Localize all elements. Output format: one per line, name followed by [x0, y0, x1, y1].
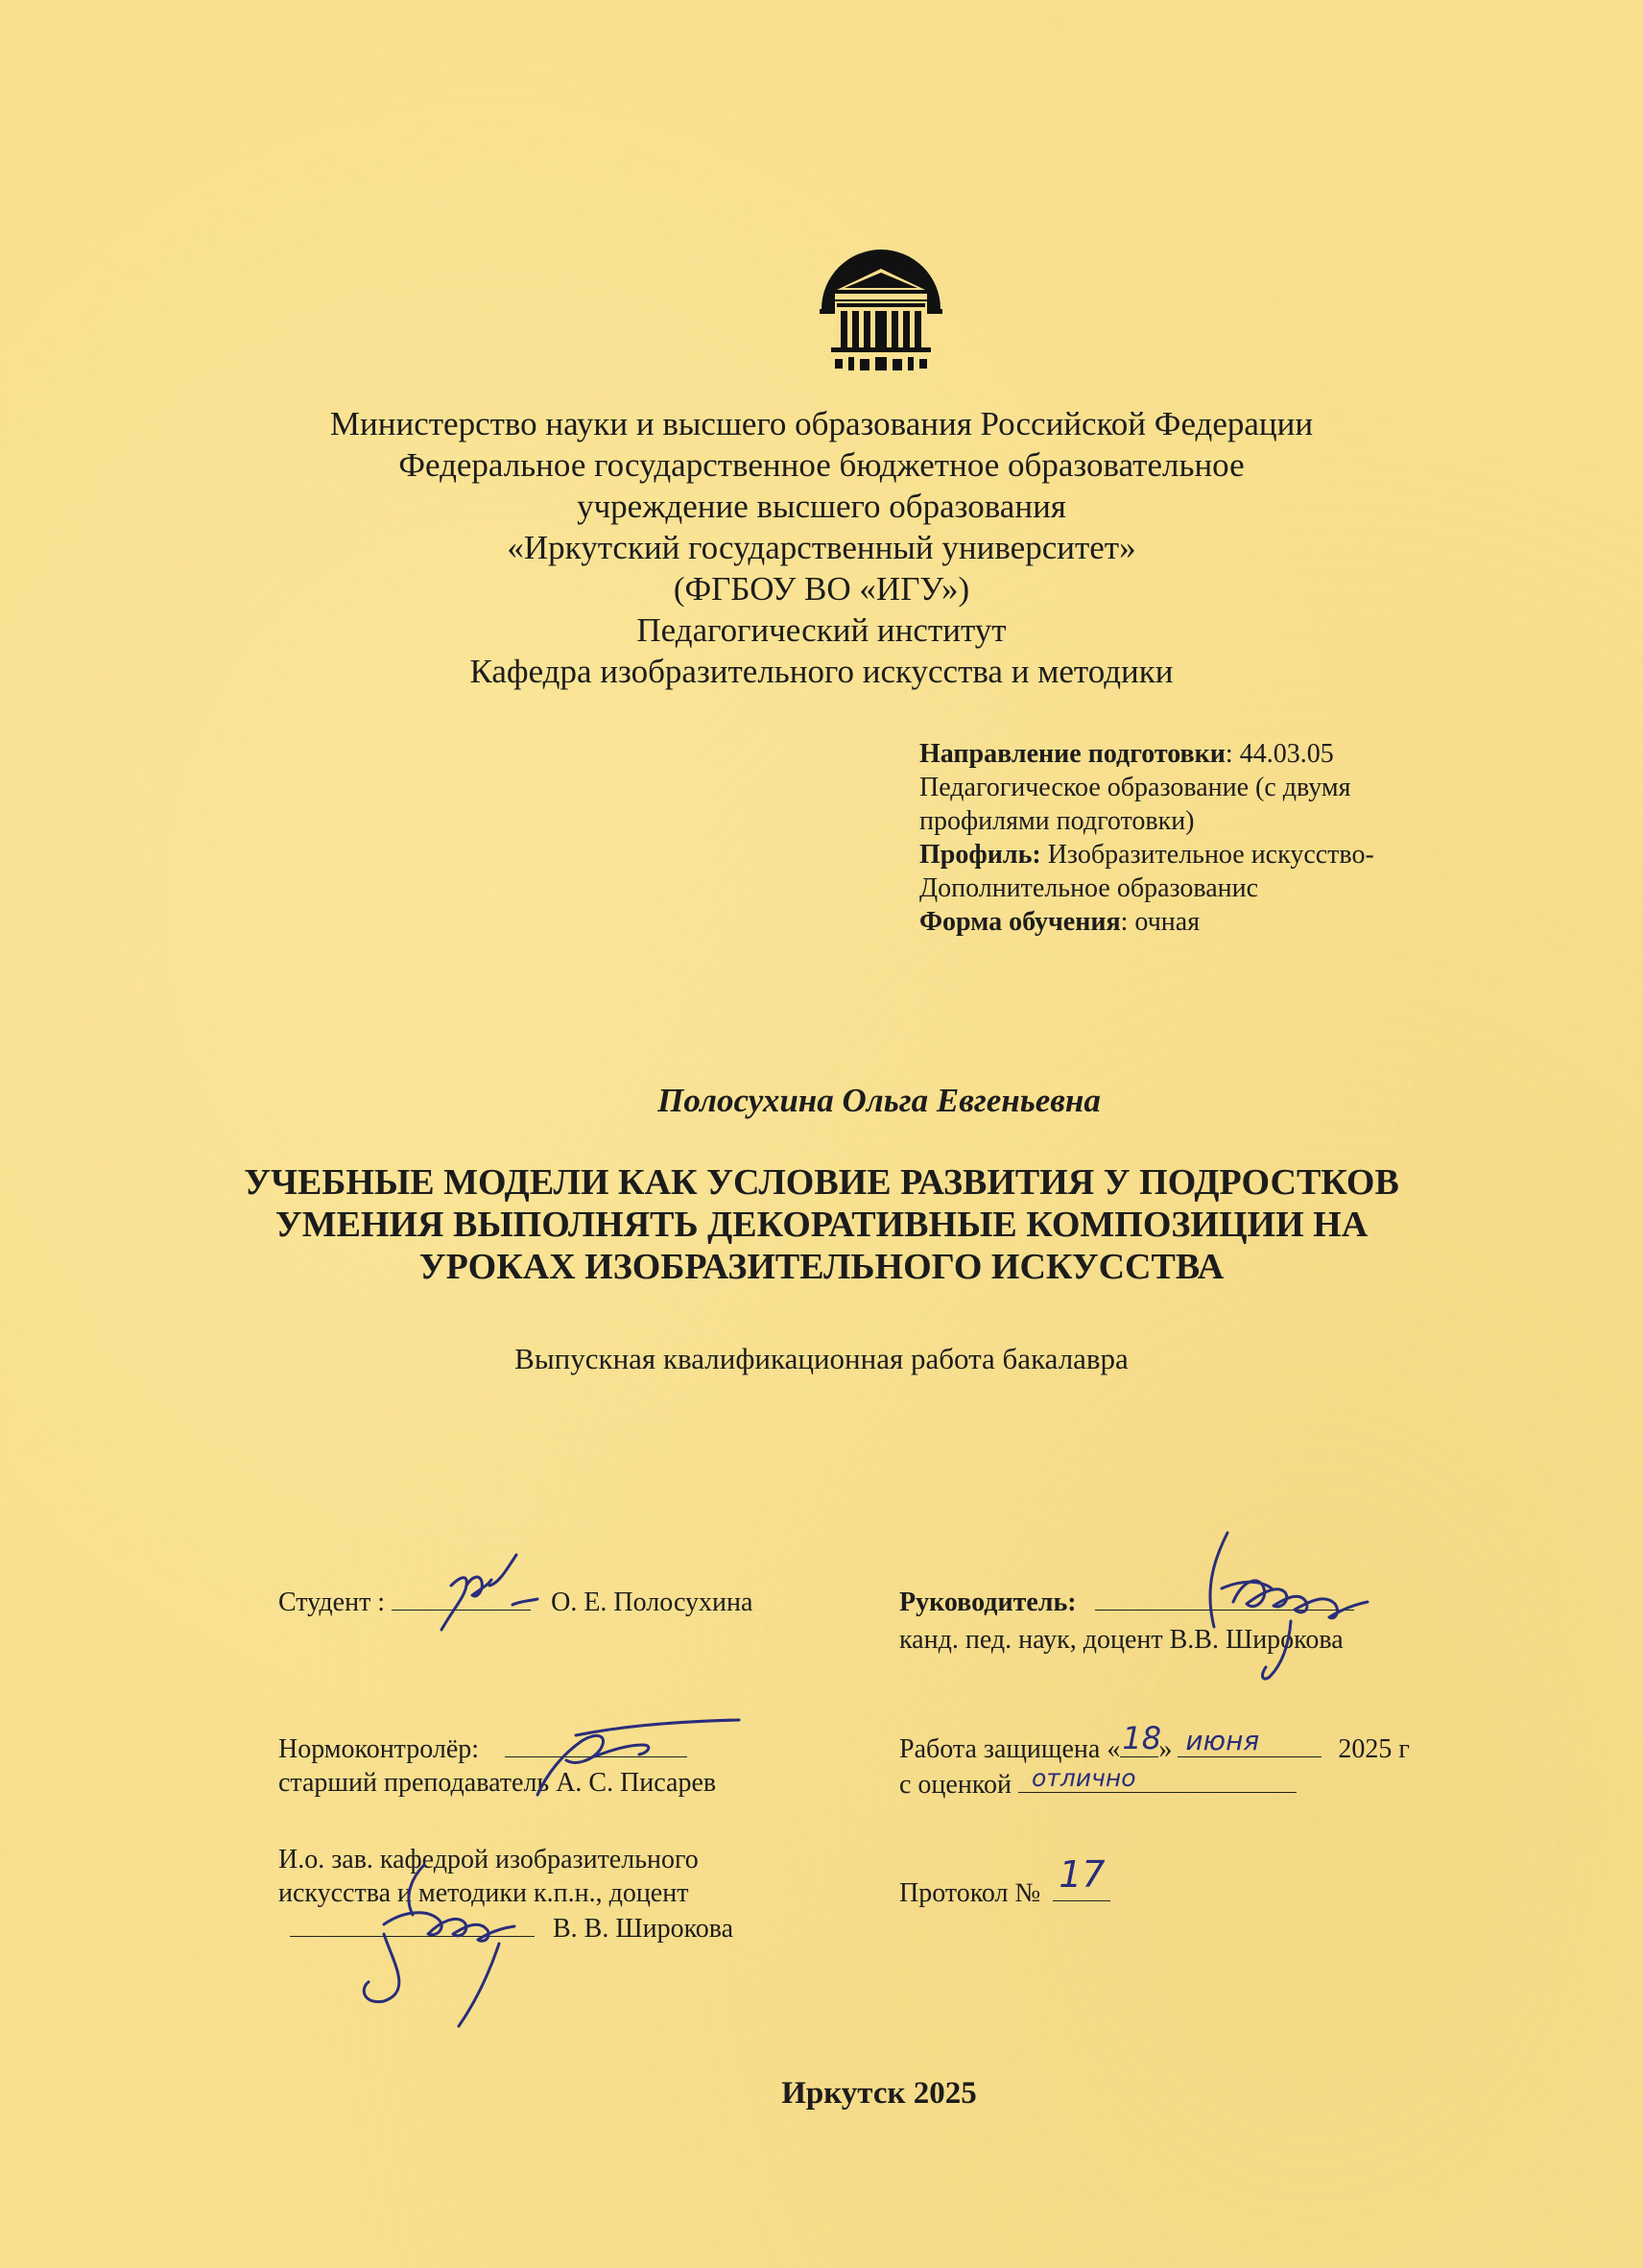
- profile-line-2: Дополнительное образованис: [919, 873, 1259, 903]
- defended-day: 18: [1122, 1720, 1162, 1756]
- grade-line: [1018, 1764, 1297, 1793]
- title-line-1: УЧЕБНЫЕ МОДЕЛИ КАК УСЛОВИЕ РАЗВИТИЯ У ПОДРОСТКОВ: [244, 1162, 1399, 1203]
- student-name: О. Е. Полосухина: [551, 1588, 753, 1617]
- work-type: Выпускная квалификационная работа бакалавра: [514, 1342, 1129, 1375]
- head-title-2: искусства и методики к.п.н., доцент: [278, 1878, 689, 1908]
- direction-value: : 44.03.05: [1225, 739, 1334, 769]
- normcontrol-title: старший преподаватель А. С. Писарев: [278, 1768, 717, 1798]
- direction-line-3: профилями подготовки): [919, 806, 1195, 836]
- defended-year: 2025 г: [1338, 1734, 1410, 1764]
- protocol-label: Протокол №: [899, 1878, 1041, 1908]
- protocol-number: 17: [1059, 1853, 1106, 1896]
- defense-block: [899, 1720, 1410, 1802]
- normcontrol-label: Нормоконтролёр:: [278, 1734, 480, 1764]
- direction-line-2: Педагогическое образование (с двумя: [919, 773, 1351, 802]
- normcontrol-signature: [509, 1707, 749, 1802]
- supervisor-label: Руководитель:: [899, 1588, 1077, 1617]
- study-info: [919, 737, 1610, 939]
- university-logo: [816, 240, 946, 372]
- ministry-line: Министерство науки и высшего образования Российской Федерации: [329, 405, 1314, 442]
- head-signature: [345, 1857, 537, 2030]
- grade-label: с оценкой: [899, 1770, 1012, 1800]
- title-line-2: УМЕНИЯ ВЫПОЛНЯТЬ ДЕКОРАТИВНЫЕ КОМПОЗИЦИИ НА: [274, 1205, 1369, 1245]
- head-name: В. В. Широкова: [553, 1914, 734, 1944]
- grade-value: отлично: [1032, 1764, 1136, 1792]
- month-line: [1178, 1725, 1322, 1757]
- university-name: «Иркутский государственный университет»: [507, 529, 1136, 566]
- defended-month: июня: [1185, 1725, 1260, 1756]
- institution-header: [0, 403, 1643, 692]
- defended-mid: »: [1158, 1734, 1173, 1764]
- head-title-1: И.о. зав. кафедрой изобразительного: [278, 1845, 699, 1874]
- author-name: Полосухина Ольга Евгеньевна: [657, 1082, 1101, 1119]
- defended-prefix: Работа защищена «: [899, 1734, 1121, 1764]
- form-value: : очная: [1120, 907, 1201, 937]
- institution-line-2: учреждение высшего образования: [577, 488, 1066, 525]
- profile-value: Изобразительное искусство-: [1040, 840, 1374, 870]
- department-name: Кафедра изобразительного искусства и методики: [469, 653, 1174, 690]
- student-label: Студент :: [278, 1588, 386, 1617]
- title-line-3: УРОКАХ ИЗОБРАЗИТЕЛЬНОГО ИСКУССТВА: [418, 1247, 1225, 1287]
- form-label: Форма обучения: [919, 907, 1121, 937]
- day-line: [1120, 1720, 1162, 1757]
- city-year: Иркутск 2025: [781, 2076, 977, 2111]
- institute-name: Педагогический институт: [636, 611, 1007, 649]
- protocol-line: [1053, 1853, 1110, 1901]
- supervisor-title: канд. пед. наук, доцент В.В. Широкова: [899, 1625, 1344, 1655]
- thesis-title: [0, 1161, 1643, 1288]
- supervisor-signature: [1147, 1521, 1377, 1684]
- university-abbr: (ФГБОУ ВО «ИГУ»): [673, 570, 970, 608]
- student-signature: [413, 1547, 566, 1634]
- profile-label: Профиль:: [919, 840, 1041, 870]
- protocol-block: [899, 1853, 1110, 1910]
- direction-label: Направление подготовки: [919, 739, 1226, 769]
- institution-line-1: Федеральное государственное бюджетное образовательное: [398, 446, 1245, 484]
